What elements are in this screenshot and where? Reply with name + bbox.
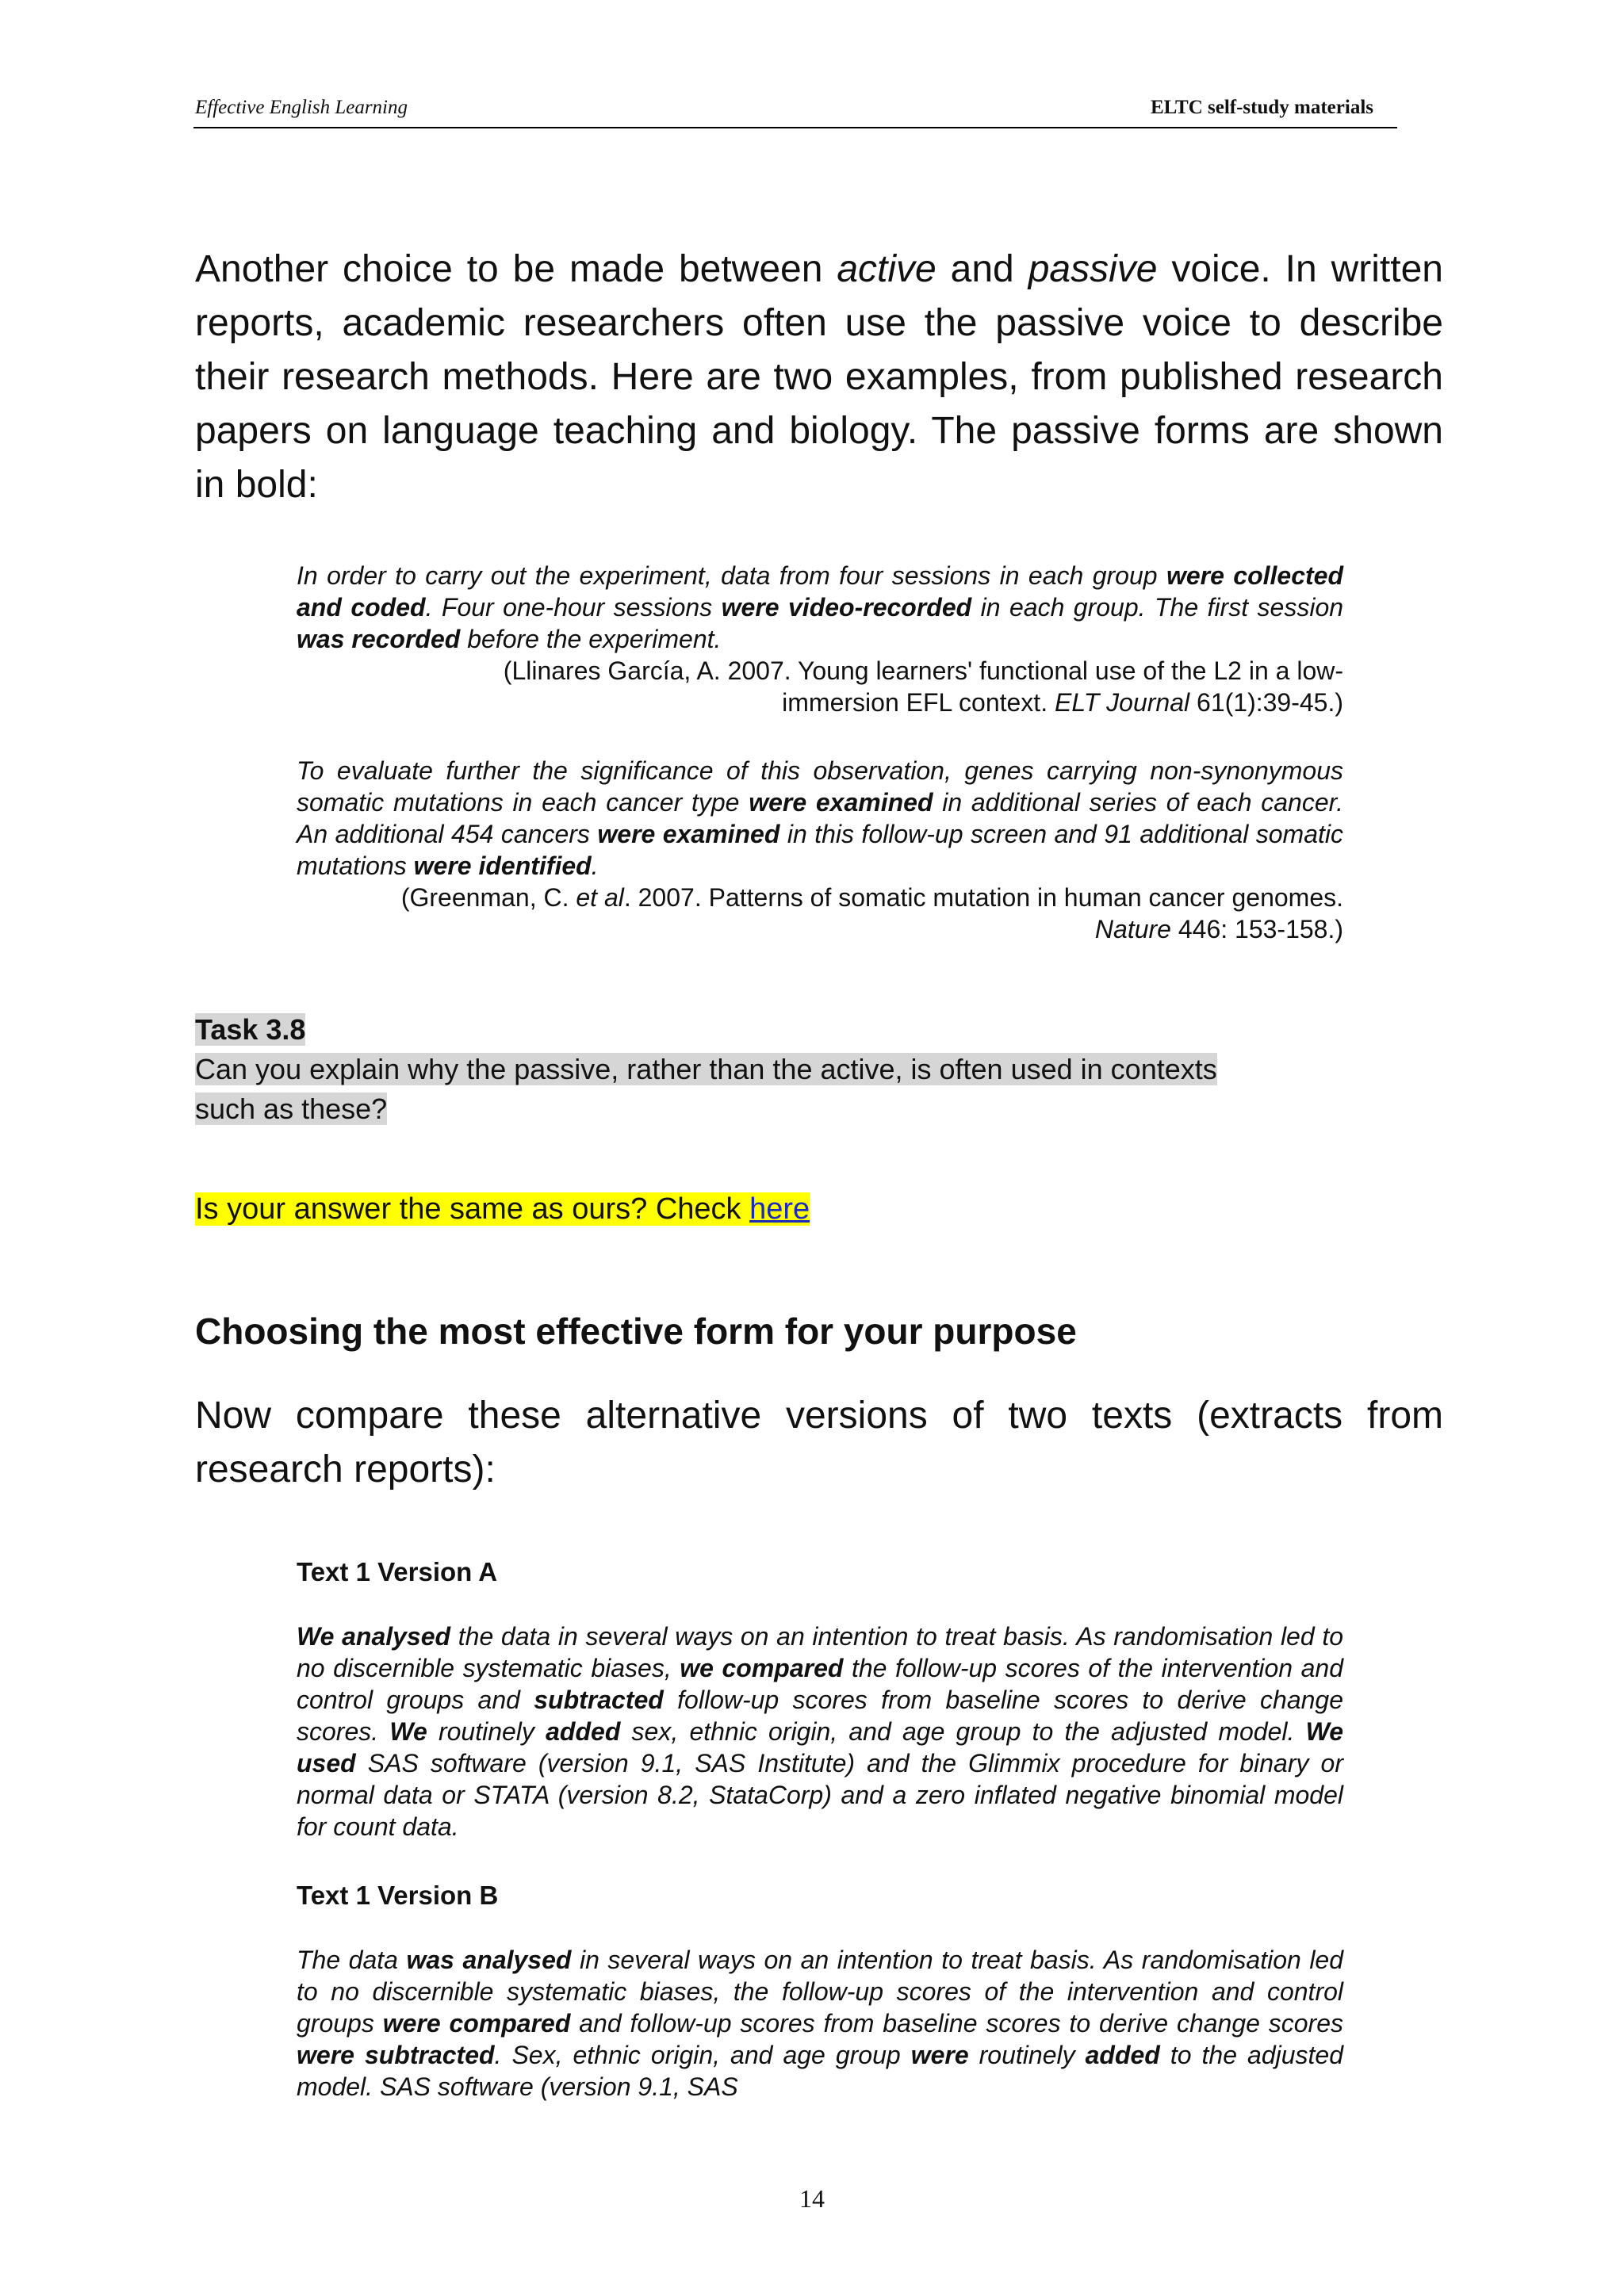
passive-form: was recorded (297, 625, 461, 653)
intro-text: voice. In written reports, academic researchers often use the passive voice to describe their research methods. Here are two examples, from published research papers on language teaching and biology. The passive forms are shown in bold: (195, 248, 1443, 506)
task-question-line1: Can you explain why the passive, rather than the active, is often used in contexts (195, 1053, 1217, 1085)
intro-paragraph (195, 243, 1443, 512)
example-quote-biology (297, 755, 1343, 945)
answer-check (195, 1189, 810, 1229)
example-quote-language (297, 560, 1343, 718)
intro-text: Another choice to be made between (195, 248, 837, 290)
page-header (193, 94, 1397, 128)
quote-body: In order to carry out the experiment, data from four sessions in each group were collected and coded. Four one-hour sessions were video-recorded in each group. The first session was recorded before the experiment. (297, 561, 1344, 653)
intro-text: and (936, 248, 1028, 290)
journal-name: ELT Journal (1054, 688, 1190, 717)
quote-citation: (Greenman, C. et al. 2007. Patterns of somatic mutation in human cancer genomes. Nature 446: 153-158.) (400, 883, 1343, 943)
quote-body: To evaluate further the significance of this observation, genes carrying non-synonymous somatic mutations in each cancer type were examined in additional series of each cancer. An additional 454 cancers were examined in this follow-up screen and 91 additional somatic mutations were identified. (297, 756, 1344, 880)
section-paragraph: Now compare these alternative versions of two texts (extracts from research reports): (195, 1395, 1443, 1490)
quote-citation: (Llinares García, A. 2007. Young learners' functional use of the L2 in a low- immersion EFL context. ELT Journal 61(1):39-45.) (503, 656, 1343, 717)
passive-form: were examined (749, 788, 933, 817)
passive-form: were identified (413, 851, 592, 880)
passive-form: were collected and coded (297, 561, 1344, 622)
task-question-line2: such as these? (195, 1093, 388, 1125)
answer-link[interactable]: here (749, 1192, 810, 1226)
text1b-heading: Text 1 Version B (297, 1881, 499, 1910)
text1a-heading: Text 1 Version A (297, 1557, 498, 1586)
header-series: ELTC self-study materials (1150, 97, 1373, 118)
section-heading: Choosing the most effective form for your purpose (195, 1311, 1077, 1352)
term-active: active (837, 248, 936, 290)
header-title: Effective English Learning (195, 97, 408, 118)
journal-name: Nature (1094, 915, 1171, 943)
term-passive: passive (1028, 248, 1158, 290)
text1b-body: The data was analysed in several ways on an intention to treat basis. As randomisation led to no discernible systematic biases, the follow-up scores of the intervention and control groups were compared and follow-up scores from baseline scores to derive change scores were subtracted. Sex, ethnic origin, and age group were routinely added to the adjusted model. SAS software (version 9.1, SAS (297, 1946, 1344, 2101)
task-box (195, 1010, 1217, 1129)
task-title: Task 3.8 (195, 1013, 306, 1046)
check-text: Is your answer the same as ours? Check (195, 1192, 750, 1226)
page-number: 14 (799, 2184, 825, 2213)
text1a-body: We analysed the data in several ways on an intention to treat basis. As randomisation led to no discernible systematic biases, we compared the follow-up scores of the intervention and control groups and subtracted follow-up scores from baseline scores to derive change scores. We routinely added sex, ethnic origin, and age group to the adjusted model. We used SAS software (version 9.1, SAS Institute) and the Glimmix procedure for binary or normal data or STATA (version 8.2, StataCorp) and a zero inflated negative binomial model for count data. (297, 1622, 1344, 1841)
passive-form: were examined (597, 820, 780, 848)
passive-form: were video-recorded (721, 593, 972, 622)
